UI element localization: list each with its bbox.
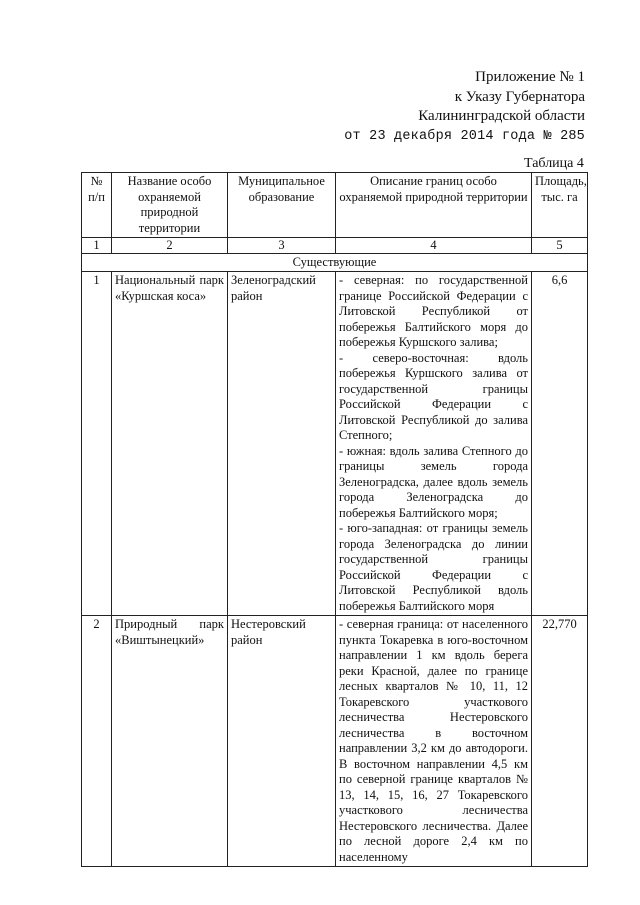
column-number: 4 (336, 238, 532, 254)
territory-name: Национальный парк «Куршская коса» (112, 272, 228, 616)
header-description: Описание границ особо охраняемой природной территории (336, 173, 532, 238)
appendix-label: Приложение № 1 (475, 69, 585, 85)
boundary-line: - северо-восточная: вдоль побережья Куршского залива от государственной границы Российской Федерации с Литовской Республикой до залива Степного; (339, 350, 528, 442)
boundary-description (336, 616, 532, 867)
boundary-line: - юго-западная: от границы земель города Зеленоградска до линии государственной границы Российской Федерации с Литовской Республикой вдоль побережья Балтийского моря (339, 521, 528, 613)
section-row (82, 254, 588, 272)
area-value: 22,770 (532, 616, 588, 867)
row-number: 2 (82, 616, 112, 867)
column-number: 5 (532, 238, 588, 254)
territory-name: Природный парк «Виштынецкий» (112, 616, 228, 867)
boundary-line: - северная: по государственной границе Российской Федерации с Литовской Республикой от побережья Балтийского моря до побережья Куршского залива; (339, 273, 528, 349)
region-name: Калининградской области (418, 108, 585, 124)
table-row (82, 616, 588, 867)
column-number: 3 (228, 238, 336, 254)
municipality: Нестеровский район (228, 616, 336, 867)
column-number: 1 (82, 238, 112, 254)
header-name: Название особо охраняемой природной территории (112, 173, 228, 238)
column-number: 2 (112, 238, 228, 254)
municipality: Зеленоградский район (228, 272, 336, 616)
boundary-description (336, 272, 532, 616)
column-number-row (82, 238, 588, 254)
territories-table (81, 172, 588, 867)
header-no: № п/п (82, 173, 112, 238)
table-label: Таблица 4 (524, 156, 584, 171)
document-header (344, 68, 585, 146)
boundary-line: - северная граница: от населенного пункта Токаревка в юго-восточном направлении 1 км вдоль берега реки Красной, далее по границе лесных кварталов № 10, 11, 12 Токаревского участкового лесничества Нестеровского лесничества в восточном направлении 3,2 км до автодороги. В восточном направлении 4,5 км по северной границе кварталов № 13, 14, 15, 16, 27 Токаревского участкового лесничества Нестеровского лесничества. Далее по лесной дороге 2,4 км по населенному (339, 617, 528, 864)
table-header-row (82, 173, 588, 238)
section-title: Существующие (82, 254, 588, 272)
area-value: 6,6 (532, 272, 588, 616)
boundary-line: - южная: вдоль залива Степного до границы земель города Зеленоградска, далее вдоль земель города Зеленоградска до побережья Балтийского моря; (339, 443, 528, 520)
header-area: Площадь, тыс. га (532, 173, 588, 238)
header-municipality: Муниципальное образование (228, 173, 336, 238)
decree-date: от 23 декабря 2014 года № 285 (344, 128, 585, 144)
row-number: 1 (82, 272, 112, 616)
decree-reference: к Указу Губернатора (454, 88, 585, 105)
table-row (82, 272, 588, 616)
